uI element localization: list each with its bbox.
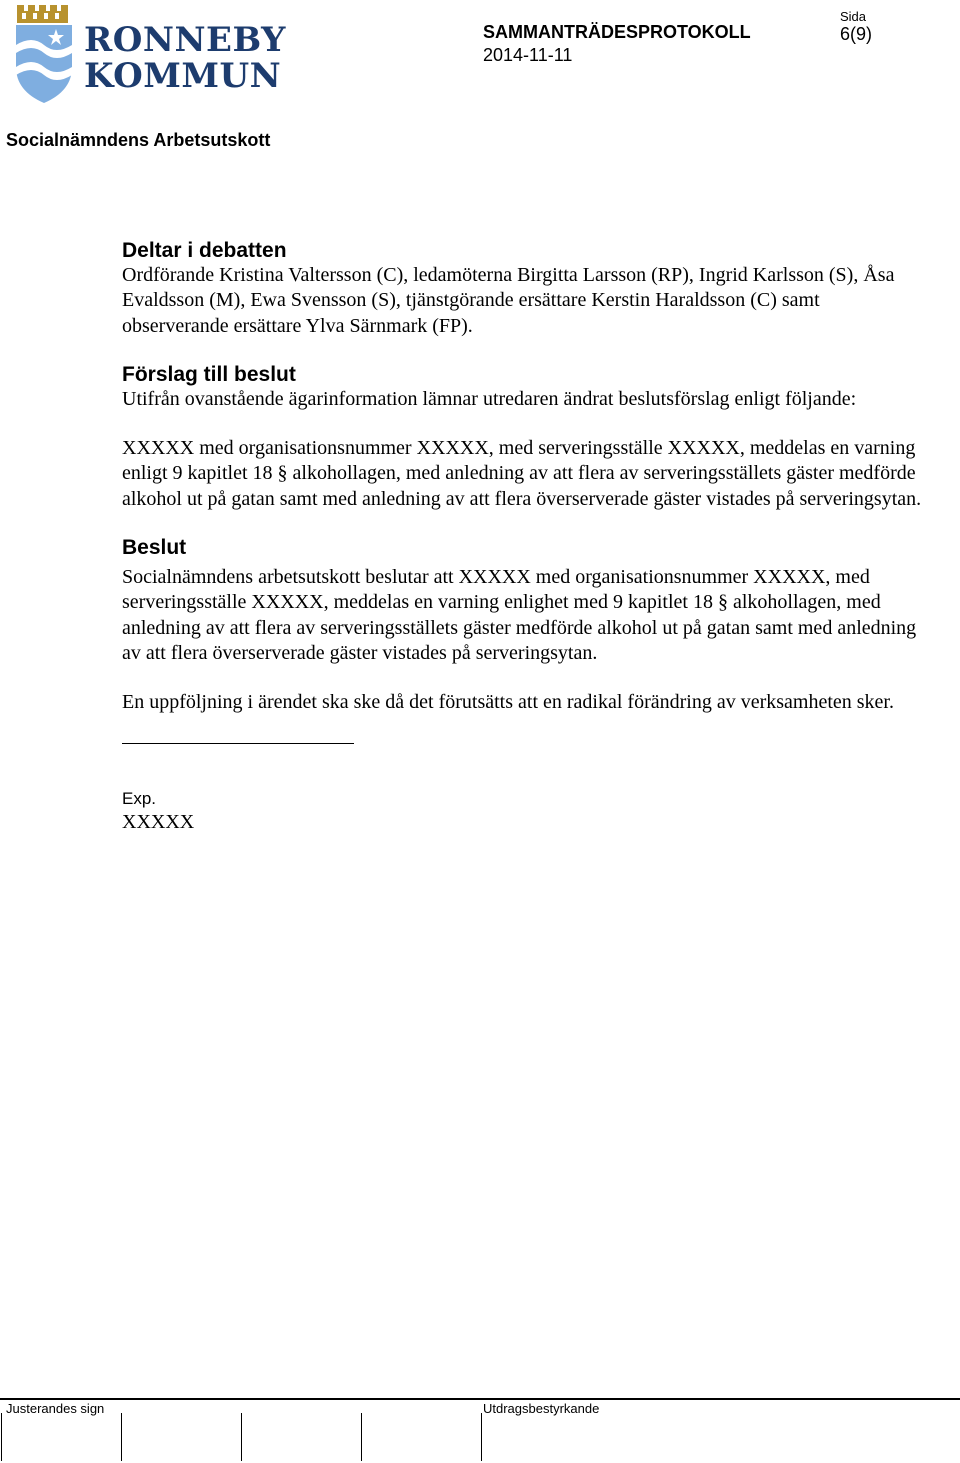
signature-box xyxy=(121,1413,122,1461)
debate-heading: Deltar i debatten xyxy=(122,239,287,262)
footer-justerandes-sign: Justerandes sign xyxy=(6,1401,105,1416)
meeting-date: 2014-11-11 xyxy=(483,45,573,65)
footer-divider xyxy=(0,1398,960,1400)
signature-box xyxy=(241,1413,242,1461)
signature-box xyxy=(361,1413,362,1461)
followup-text: En uppföljning i ärendet ska ske då det förutsätts att en radikal förändring av verksamheten sker. xyxy=(122,691,894,714)
page-number: 6(9) xyxy=(840,24,873,44)
certification-box xyxy=(481,1413,482,1461)
signature-line xyxy=(122,716,354,744)
org-wordmark xyxy=(84,22,286,94)
protocol-body xyxy=(122,238,922,835)
proposal-heading: Förslag till beslut xyxy=(122,362,296,386)
footer-utdragsbestyrkande: Utdragsbestyrkande xyxy=(483,1401,600,1416)
debate-participants: Ordförande Kristina Valtersson (C), ledamöterna Birgitta Larsson (RP), Ingrid Karlsson (S), Åsa Evaldsson (M), Ewa Svensson (S), tjänstgörande ersättare Kerstin Haraldsson (C) samt observerande ersättare Ylva Särnmark (FP). xyxy=(122,264,895,337)
proposal-text: XXXXX med organisationsnummer XXXXX, med serveringsställe XXXXX, meddelas en varning enligt 9 kapitlet 18 § alkohollagen, med anledning av att flera av serveringsställets gäster medförde alkohol ut på gatan samt med anledning av att flera överserverade gäster vistades på serveringsytan. xyxy=(122,437,922,510)
document-title: SAMMANTRÄDESPROTOKOLL xyxy=(483,22,751,42)
org-name-line2: KOMMUN xyxy=(84,56,282,96)
expedition-label: Exp. xyxy=(122,788,157,808)
coat-of-arms-icon xyxy=(14,5,76,105)
page-label: Sida xyxy=(840,9,867,24)
org-name-line1: RONNEBY xyxy=(84,20,286,60)
decision-text: Socialnämndens arbetsutskott beslutar att XXXXX med organisationsnummer XXXXX, med serveringsställe XXXXX, meddelas en varning enlighet med 9 kapitlet 18 § alkohollagen, med anledning av att flera av serveringsställets gäster medförde alkohol ut på gatan samt med anledning av att flera överserverade gäster vistades på serveringsytan. xyxy=(122,566,917,664)
committee-name: Socialnämndens Arbetsutskott xyxy=(6,130,271,150)
proposal-intro: Utifrån ovanstående ägarinformation lämnar utredaren ändrat beslutsförslag enligt följande: xyxy=(122,387,857,410)
decision-heading: Beslut xyxy=(122,536,187,560)
signature-box xyxy=(1,1413,2,1461)
expedition-recipient: XXXXX xyxy=(122,810,195,833)
